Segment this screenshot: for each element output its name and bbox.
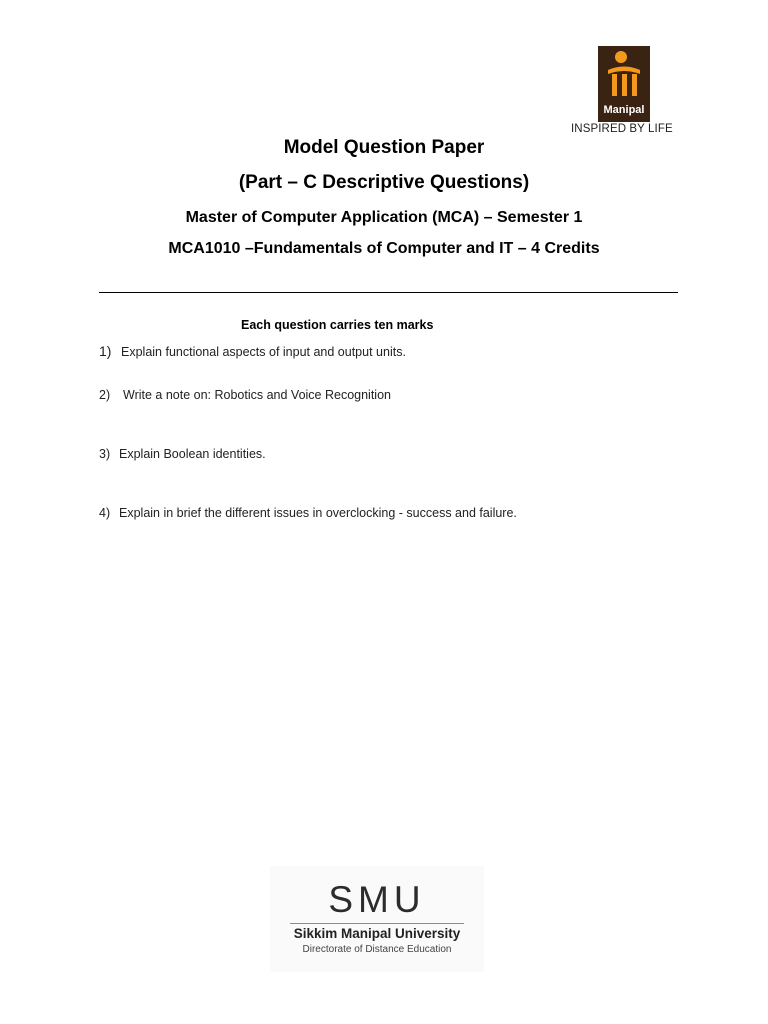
question-text: Explain Boolean identities. [119, 447, 266, 461]
question-item [99, 388, 391, 402]
paper-title: Model Question Paper [283, 137, 485, 158]
question-item [99, 447, 266, 461]
question-item [99, 506, 517, 520]
question-text: Explain in brief the different issues in overclocking - success and failure. [119, 506, 517, 520]
question-number: 2) [99, 388, 111, 402]
question-text: Write a note on: Robotics and Voice Recognition [123, 388, 391, 402]
manipal-logo [570, 46, 678, 138]
instruction-text: Each question carries ten marks [241, 318, 434, 332]
question-number: 3) [99, 447, 111, 461]
question-number: 1) [99, 343, 112, 359]
header-divider [99, 292, 678, 293]
smu-divider [290, 923, 464, 924]
paper-subtitle: (Part – C Descriptive Questions) [238, 172, 530, 193]
manipal-emblem-icon [598, 46, 650, 104]
question-number: 4) [99, 506, 111, 520]
manipal-name: Manipal [603, 104, 645, 116]
smu-university-name: Sikkim Manipal University [293, 926, 461, 941]
manipal-tagline: INSPIRED BY LIFE [571, 123, 673, 135]
manipal-emblem [598, 46, 650, 122]
program-title: Master of Computer Application (MCA) – Semester 1 [185, 209, 583, 226]
course-title: MCA1010 –Fundamentals of Computer and IT – 4 Credits [168, 240, 600, 257]
question-text: Explain functional aspects of input and output units. [121, 345, 406, 359]
smu-directorate: Directorate of Distance Education [302, 944, 452, 955]
smu-logo [270, 866, 484, 972]
smu-wordmark: SMU [328, 879, 426, 920]
question-item [99, 343, 406, 359]
